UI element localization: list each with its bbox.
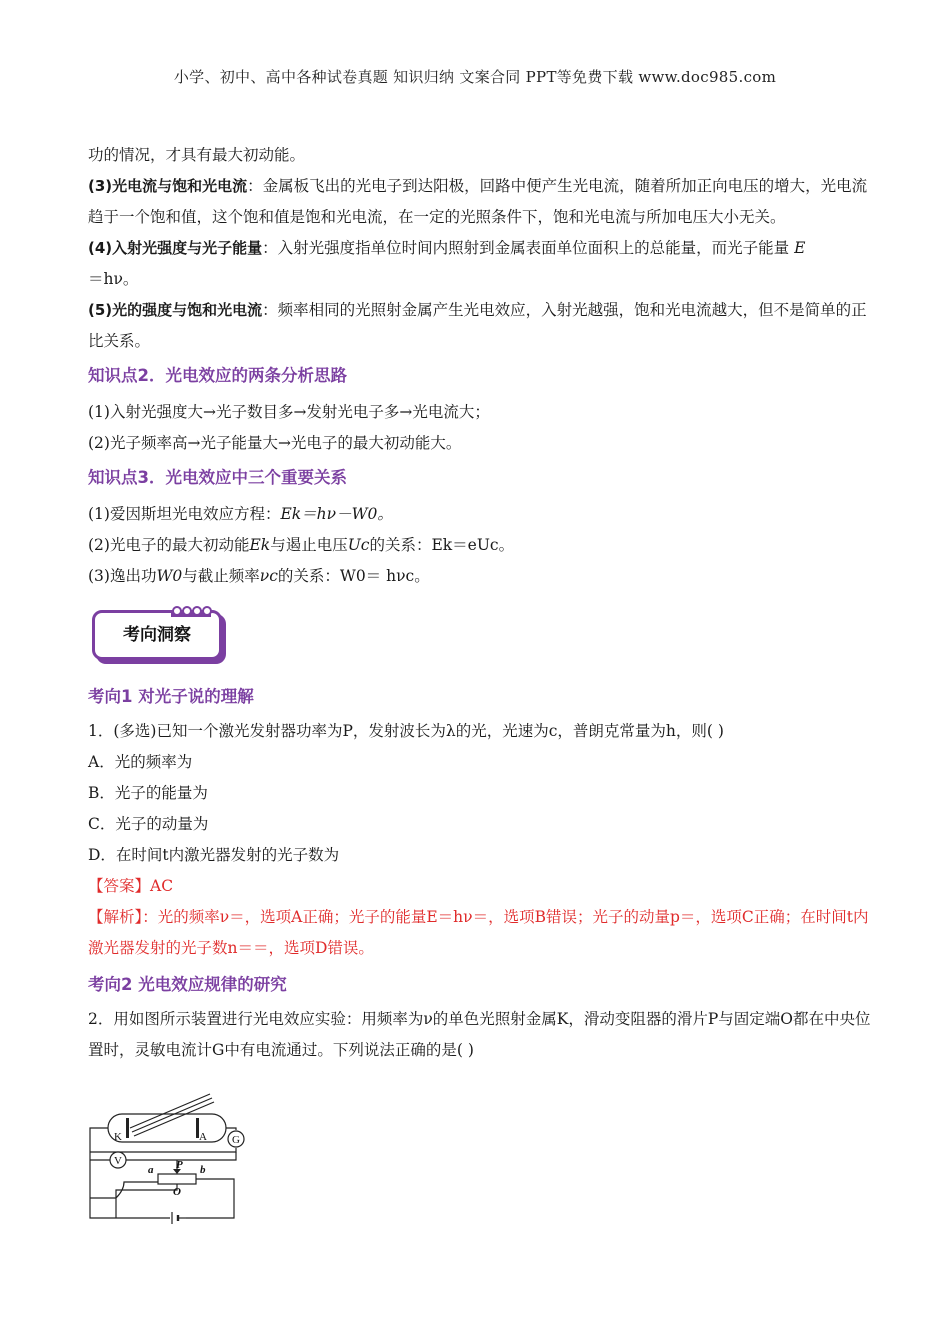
rheostat	[158, 1174, 196, 1184]
label-k: K	[114, 1131, 122, 1143]
option-d: D．在时间t内激光器发射的光子数为	[88, 846, 340, 864]
kp3-line-3: (3)逸出功W0与截止频率νc的关系：W0＝ hνc。	[88, 567, 430, 585]
label-a-end: a	[148, 1164, 154, 1176]
question-1: 1．(多选)已知一个激光发射器功率为P，发射波长为λ的光，光速为c，普朗克常量为h，则( )	[88, 722, 724, 740]
label-v: V	[114, 1155, 122, 1167]
page-header: 小学、初中、高中各种试卷真题 知识归纳 文案合同 PPT等免费下载 www.doc985.com	[173, 68, 777, 86]
wire	[186, 1179, 234, 1218]
direction-heading: 考向2 光电效应规律的研究	[88, 975, 287, 994]
answer: 【答案】AC	[88, 877, 174, 895]
paragraph: 功的情况，才具有最大初动能。	[88, 146, 306, 164]
cathode-plate	[126, 1118, 129, 1138]
wire	[90, 1148, 236, 1152]
item-3	[88, 171, 878, 233]
wire	[226, 1128, 236, 1130]
item-label: (4)入射光强度与光子能量	[88, 239, 263, 257]
section-heading: 知识点2．光电效应的两条分析思路	[88, 366, 347, 385]
direction-heading: 考向1 对光子说的理解	[88, 687, 254, 706]
label-a: A	[199, 1131, 207, 1143]
kp3-line-1: (1)爱因斯坦光电效应方程：Ek＝hν－W0。	[88, 505, 393, 523]
badge-label: 考向洞察	[123, 624, 191, 645]
label-b-end: b	[200, 1164, 206, 1176]
item-label: (5)光的强度与饱和光电流	[88, 301, 263, 319]
kp2-line-1: (1)入射光强度大→光子数目多→发射光电子多→光电流大；	[88, 403, 490, 421]
item-label: (3)光电流与饱和光电流	[88, 177, 248, 195]
circuit-diagram	[86, 1090, 266, 1230]
item-text: ：金属板飞出的光电子到达阳极，回路中便产生光电流，随着所加正向电压的增大，光电流趋于一个饱和值，这个饱和值是饱和光电流，在一定的光照条件下，饱和光电流与所加电压大小无关。	[88, 177, 868, 226]
label-p: P	[176, 1159, 183, 1171]
option-a: A．光的频率为	[88, 753, 193, 771]
formula-rest: ＝hν。	[88, 270, 139, 288]
question-2: 2．用如图所示装置进行光电效应实验：用频率为ν的单色光照射金属K，滑动变阻器的滑片P与固定端O都在中央位置时，灵敏电流计G中有电流通过。下列说法正确的是( )	[88, 1010, 871, 1059]
label-g: G	[232, 1134, 240, 1146]
wire	[116, 1184, 177, 1218]
item-text: ：入射光强度指单位时间内照射到金属表面单位面积上的总能量，而光子能量	[262, 239, 790, 257]
item-text: ：频率相同的光照射金属产生光电效应，入射光越强，饱和光电流越大，但不是简单的正比关系。	[88, 301, 867, 350]
light-ray	[132, 1098, 212, 1132]
kp3-line-2: (2)光电子的最大初动能Ek与遏止电压Uc的关系：Ek＝eUc。	[88, 536, 515, 554]
option-b: B．光子的能量为	[88, 784, 208, 802]
wire	[90, 1128, 116, 1218]
label-o: O	[173, 1186, 181, 1198]
item-4	[88, 233, 878, 295]
formula: E	[794, 239, 806, 257]
kp2-line-2: (2)光子频率高→光子能量大→光电子的最大初动能大。	[88, 434, 462, 452]
item-5	[88, 295, 878, 357]
badge-box	[92, 610, 222, 660]
analysis: 【解析】：光的频率ν＝，选项A正确；光子的能量E＝hν＝，选项B错误；光子的动量p＝，选项C正确；在时间t内激光器发射的光子数n＝＝，选项D错误。	[88, 908, 869, 957]
phototube	[108, 1114, 226, 1142]
section-heading: 知识点3．光电效应中三个重要关系	[88, 468, 347, 487]
option-c: C．光子的动量为	[88, 815, 209, 833]
section-badge	[88, 602, 878, 672]
document-body	[88, 140, 878, 1066]
